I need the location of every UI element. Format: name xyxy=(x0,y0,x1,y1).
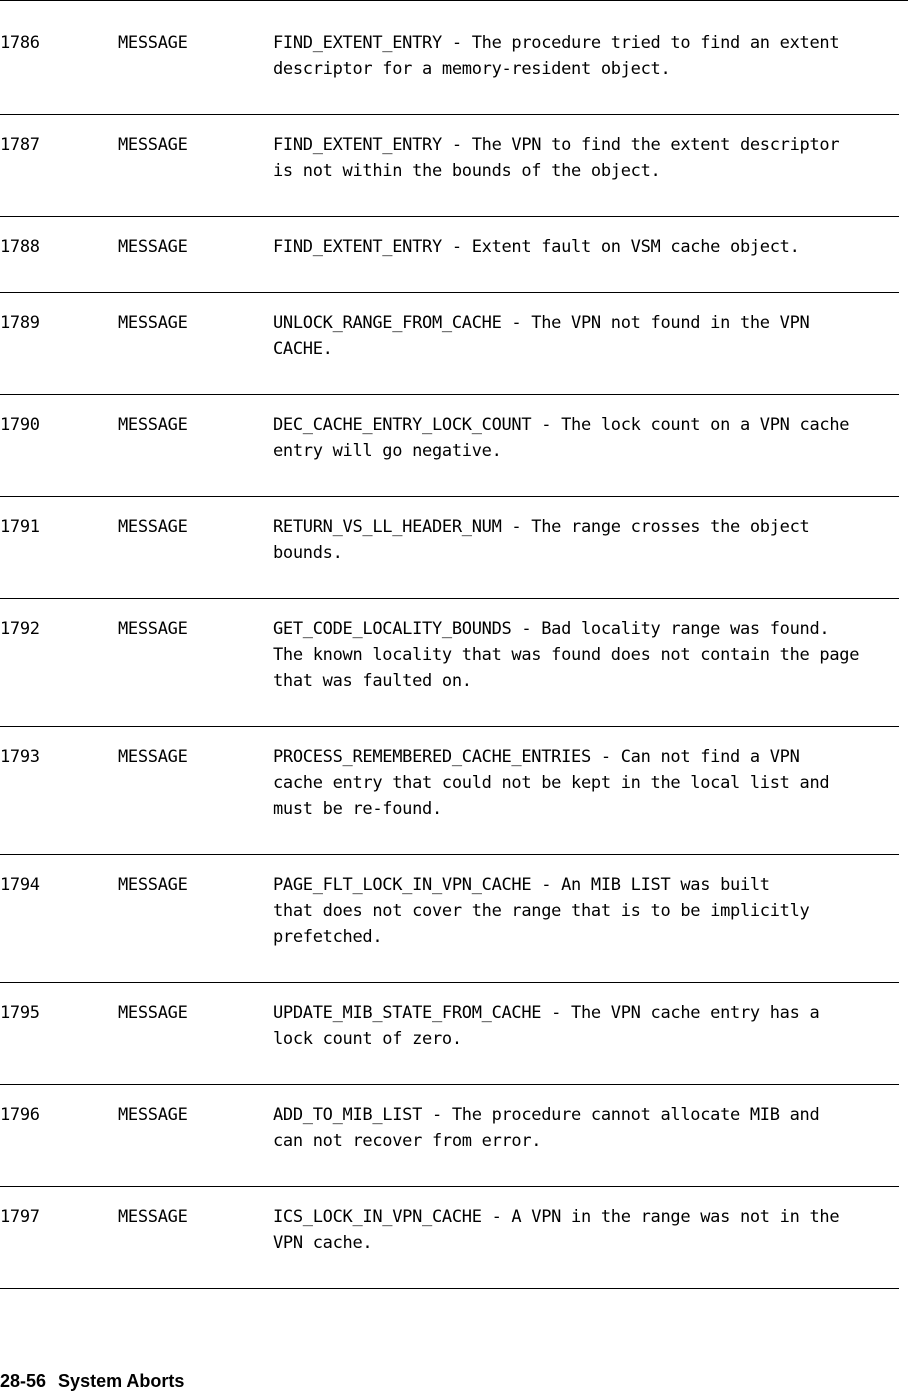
entry-separator xyxy=(0,982,899,983)
abort-code: 1794 xyxy=(0,875,40,895)
description-line: PROCESS_REMEMBERED_CACHE_ENTRIES - Can not find a VPN xyxy=(273,747,800,767)
abort-type: MESSAGE xyxy=(118,517,188,537)
abort-type: MESSAGE xyxy=(118,1207,188,1227)
description-line: UPDATE_MIB_STATE_FROM_CACHE - The VPN cache entry has a xyxy=(273,1003,820,1023)
description-line: descriptor for a memory-resident object. xyxy=(273,59,671,79)
entry-separator xyxy=(0,854,899,855)
description-line: that does not cover the range that is to be implicitly xyxy=(273,901,810,921)
abort-code: 1789 xyxy=(0,313,40,333)
description-line: ADD_TO_MIB_LIST - The procedure cannot allocate MIB and xyxy=(273,1105,820,1125)
abort-code: 1790 xyxy=(0,415,40,435)
abort-type: MESSAGE xyxy=(118,747,188,767)
abort-description xyxy=(273,744,908,822)
page-number: 28-56 xyxy=(0,1371,47,1391)
abort-type: MESSAGE xyxy=(118,237,188,257)
abort-description xyxy=(273,234,908,260)
abort-code: 1796 xyxy=(0,1105,40,1125)
description-line: PAGE_FLT_LOCK_IN_VPN_CACHE - An MIB LIST was built xyxy=(273,875,770,895)
abort-type: MESSAGE xyxy=(118,875,188,895)
entry-separator xyxy=(0,1186,899,1187)
abort-description xyxy=(273,872,908,950)
abort-description xyxy=(273,412,908,464)
abort-description xyxy=(273,1000,908,1052)
entry-separator xyxy=(0,394,899,395)
abort-description xyxy=(273,30,908,82)
description-line: ICS_LOCK_IN_VPN_CACHE - A VPN in the range was not in the xyxy=(273,1207,840,1227)
section-title: System Aborts xyxy=(58,1371,185,1391)
abort-description xyxy=(273,310,908,362)
abort-code: 1797 xyxy=(0,1207,40,1227)
abort-code: 1795 xyxy=(0,1003,40,1023)
abort-type: MESSAGE xyxy=(118,619,188,639)
description-line: must be re-found. xyxy=(273,799,442,819)
entry-separator xyxy=(0,1288,899,1289)
abort-type: MESSAGE xyxy=(118,1003,188,1023)
abort-description xyxy=(273,616,908,694)
abort-description xyxy=(273,514,908,566)
abort-type: MESSAGE xyxy=(118,415,188,435)
entry-separator xyxy=(0,1084,899,1085)
description-line: FIND_EXTENT_ENTRY - Extent fault on VSM cache object. xyxy=(273,237,800,257)
description-line: cache entry that could not be kept in the local list and xyxy=(273,773,830,793)
abort-code: 1792 xyxy=(0,619,40,639)
abort-type: MESSAGE xyxy=(118,135,188,155)
abort-code: 1791 xyxy=(0,517,40,537)
abort-code: 1793 xyxy=(0,747,40,767)
description-line: is not within the bounds of the object. xyxy=(273,161,661,181)
description-line: CACHE. xyxy=(273,339,333,359)
description-line: VPN cache. xyxy=(273,1233,373,1253)
abort-code: 1788 xyxy=(0,237,40,257)
description-line: The known locality that was found does not contain the page xyxy=(273,645,860,665)
description-line: RETURN_VS_LL_HEADER_NUM - The range crosses the object xyxy=(273,517,810,537)
description-line: entry will go negative. xyxy=(273,441,502,461)
entry-separator xyxy=(0,726,899,727)
description-line: can not recover from error. xyxy=(273,1131,542,1151)
description-line: FIND_EXTENT_ENTRY - The VPN to find the extent descriptor xyxy=(273,135,840,155)
abort-type: MESSAGE xyxy=(118,313,188,333)
entry-separator xyxy=(0,292,899,293)
abort-code: 1787 xyxy=(0,135,40,155)
description-line: lock count of zero. xyxy=(273,1029,462,1049)
description-line: GET_CODE_LOCALITY_BOUNDS - Bad locality range was found. xyxy=(273,619,830,639)
entry-separator xyxy=(0,216,899,217)
page-footer xyxy=(0,1369,184,1393)
abort-description xyxy=(273,1102,908,1154)
description-line: prefetched. xyxy=(273,927,383,947)
entry-separator xyxy=(0,114,899,115)
description-line: FIND_EXTENT_ENTRY - The procedure tried to find an extent xyxy=(273,33,840,53)
entry-separator xyxy=(0,496,899,497)
abort-type: MESSAGE xyxy=(118,33,188,53)
description-line: UNLOCK_RANGE_FROM_CACHE - The VPN not found in the VPN xyxy=(273,313,810,333)
top-rule xyxy=(0,0,908,1)
description-line: DEC_CACHE_ENTRY_LOCK_COUNT - The lock count on a VPN cache xyxy=(273,415,850,435)
abort-description xyxy=(273,1204,908,1256)
abort-type: MESSAGE xyxy=(118,1105,188,1125)
description-line: that was faulted on. xyxy=(273,671,472,691)
entry-separator xyxy=(0,598,899,599)
abort-description xyxy=(273,132,908,184)
abort-code: 1786 xyxy=(0,33,40,53)
description-line: bounds. xyxy=(273,543,343,563)
